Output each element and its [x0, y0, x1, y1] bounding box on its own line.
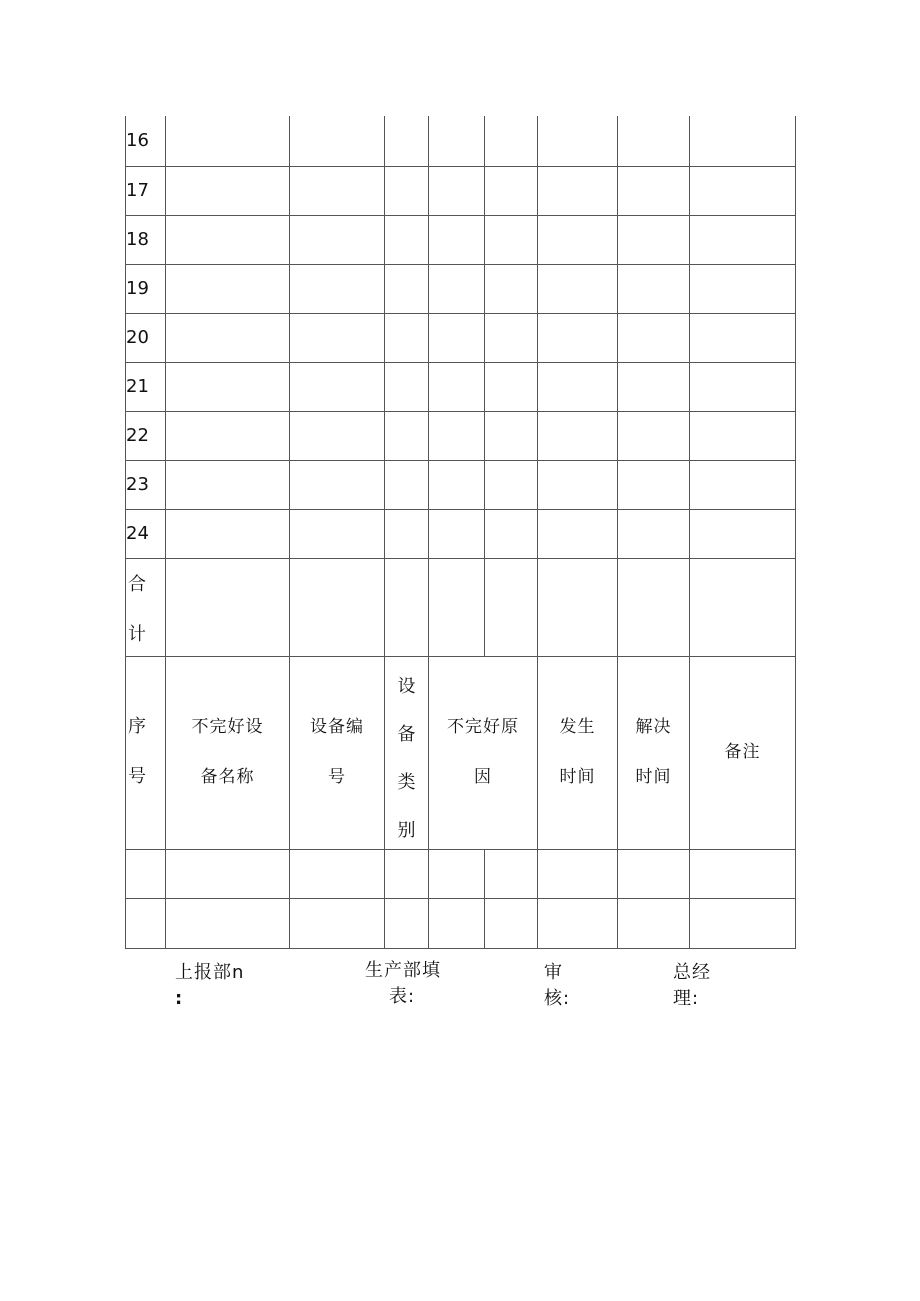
header-line: 不完好设	[191, 717, 264, 737]
total-label	[125, 560, 149, 660]
grid-line	[125, 509, 796, 510]
row-number: 24	[126, 523, 149, 544]
header-line: 发生	[559, 717, 596, 737]
header-line: 备	[397, 724, 416, 745]
footer-line: 审	[544, 962, 563, 983]
grid-line	[617, 116, 618, 949]
grid-line	[484, 849, 485, 949]
footer-report-dept	[175, 960, 244, 1012]
header-remark: 备注	[724, 742, 761, 762]
header-line: 别	[397, 820, 416, 841]
grid-line	[125, 558, 796, 559]
grid-line	[165, 116, 166, 949]
row-number: 19	[126, 278, 149, 299]
footer-gm	[673, 960, 711, 1012]
grid-line	[125, 215, 796, 216]
grid-line	[125, 948, 796, 949]
header-device-number	[290, 702, 384, 802]
header-line: 备名称	[200, 767, 255, 787]
grid-line	[125, 362, 796, 363]
header-line: 时间	[559, 767, 596, 787]
footer-line: 理:	[673, 988, 700, 1009]
grid-line	[125, 313, 796, 314]
footer-review	[544, 960, 570, 1012]
header-device-type	[385, 663, 428, 855]
footer-line: :	[175, 988, 184, 1009]
grid-line	[125, 264, 796, 265]
header-line: 因	[474, 767, 492, 787]
row-number: 21	[126, 376, 149, 397]
total-label-line: 计	[128, 624, 146, 645]
grid-line	[125, 166, 796, 167]
grid-line	[484, 116, 485, 656]
row-number: 22	[126, 425, 149, 446]
row-number: 17	[126, 180, 149, 201]
grid-line	[125, 898, 796, 899]
row-number: 16	[126, 130, 149, 151]
header-line: 序	[128, 716, 146, 737]
grid-line	[125, 656, 796, 657]
footer-line: 表:	[389, 986, 416, 1007]
header-serial	[125, 702, 149, 802]
row-number: 18	[126, 229, 149, 250]
grid-line	[125, 460, 796, 461]
header-line: 不完好原	[447, 717, 519, 737]
footer-line: 生产部填	[365, 960, 441, 981]
grid-line	[289, 116, 290, 949]
header-line: 设	[397, 676, 416, 697]
header-reason	[429, 702, 537, 802]
grid-line	[125, 849, 796, 850]
header-line: 号	[128, 766, 146, 787]
grid-line	[537, 116, 538, 949]
grid-line	[689, 116, 690, 949]
grid-line	[428, 116, 429, 949]
header-device-name	[166, 702, 289, 802]
grid-line	[795, 116, 796, 949]
grid-line	[125, 411, 796, 412]
header-resolve-time	[618, 702, 689, 802]
footer-line: 上报部n	[175, 962, 245, 983]
row-number: 23	[126, 474, 149, 495]
total-label-line: 合	[128, 574, 146, 595]
header-line: 时间	[635, 767, 672, 787]
header-line: 号	[328, 767, 346, 787]
header-occur-time	[538, 702, 617, 802]
header-line: 解决	[635, 717, 672, 737]
footer-production	[365, 958, 441, 1010]
footer-line: 总经	[673, 962, 711, 983]
header-line: 类	[397, 772, 416, 793]
row-number: 20	[126, 327, 149, 348]
header-line: 设备编	[310, 717, 364, 737]
footer-line: 核:	[544, 988, 571, 1009]
